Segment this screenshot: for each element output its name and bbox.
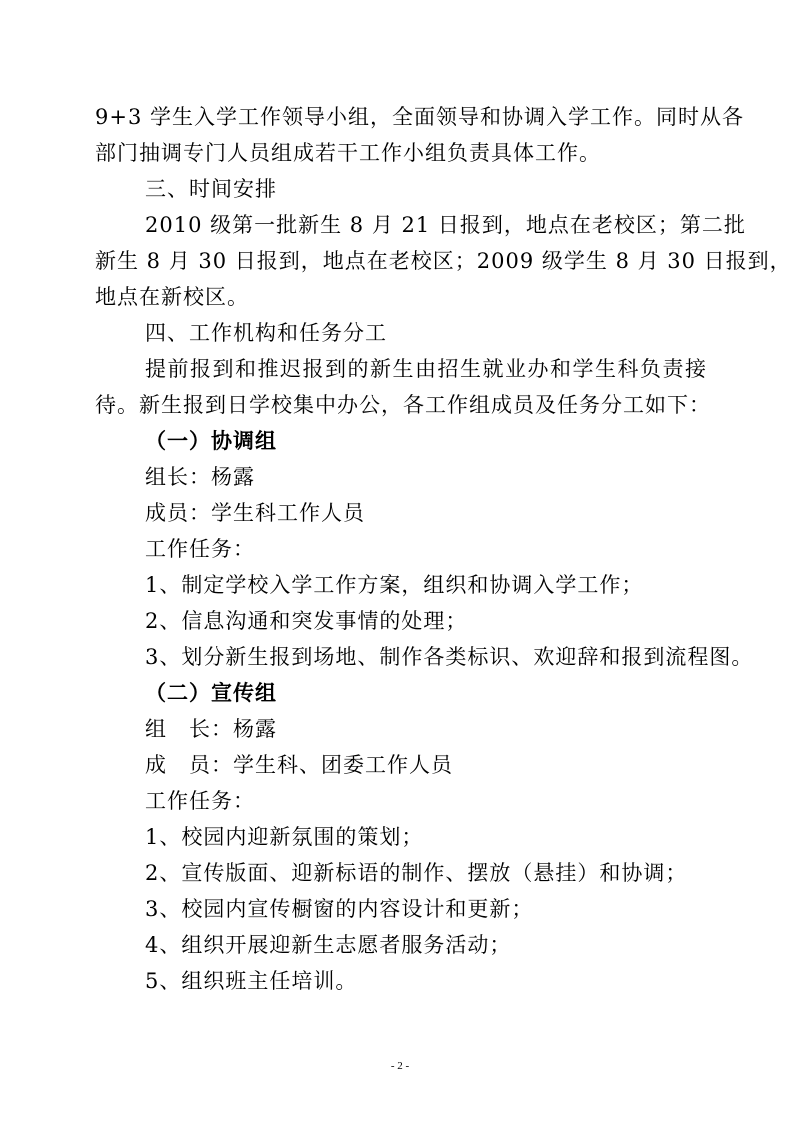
task-item: 5、组织班主任培训。 <box>145 969 358 993</box>
section-heading: 四、工作机构和任务分工 <box>145 321 387 345</box>
subsection-heading: （二）宣传组 <box>145 681 277 705</box>
body-text-line: 地点在新校区。 <box>95 285 249 309</box>
subsection-heading: （一）协调组 <box>145 429 277 453</box>
body-text-line: 提前报到和推迟报到的新生由招生就业办和学生科负责接 <box>145 357 707 381</box>
task-item: 2、信息沟通和突发事情的处理； <box>145 609 468 633</box>
task-item: 1、制定学校入学工作方案，组织和协调入学工作； <box>145 573 644 597</box>
tasks-label: 工作任务： <box>145 537 255 561</box>
group-members-line: 成 员：学生科、团委工作人员 <box>145 753 453 777</box>
task-item: 3、划分新生报到场地、制作各类标识、欢迎辞和报到流程图。 <box>145 645 754 669</box>
body-text-line: 部门抽调专门人员组成若干工作小组负责具体工作。 <box>95 141 601 165</box>
task-item: 1、校园内迎新氛围的策划； <box>145 825 424 849</box>
tasks-label: 工作任务： <box>145 789 255 813</box>
group-leader-line: 组 长：杨露 <box>145 717 277 741</box>
task-item: 3、校园内宣传橱窗的内容设计和更新； <box>145 897 534 921</box>
body-text-line: 待。新生报到日学校集中办公，各工作组成员及任务分工如下： <box>95 393 711 417</box>
body-text-line: 新生 8 月 30 日报到，地点在老校区；2009 级学生 8 月 30 日报到， <box>95 249 792 273</box>
body-text-line: 2010 级第一批新生 8 月 21 日报到，地点在老校区；第二批 <box>145 213 746 237</box>
task-item: 4、组织开展迎新生志愿者服务活动； <box>145 933 512 957</box>
task-item: 2、宣传版面、迎新标语的制作、摆放（悬挂）和协调； <box>145 861 688 885</box>
group-members-line: 成员：学生科工作人员 <box>145 501 365 525</box>
body-text-line: 9+3 学生入学工作领导小组，全面领导和协调入学工作。同时从各 <box>95 105 744 129</box>
section-heading: 三、时间安排 <box>145 177 277 201</box>
page-number: - 2 - <box>390 1060 410 1072</box>
group-leader-line: 组长：杨露 <box>145 465 255 489</box>
